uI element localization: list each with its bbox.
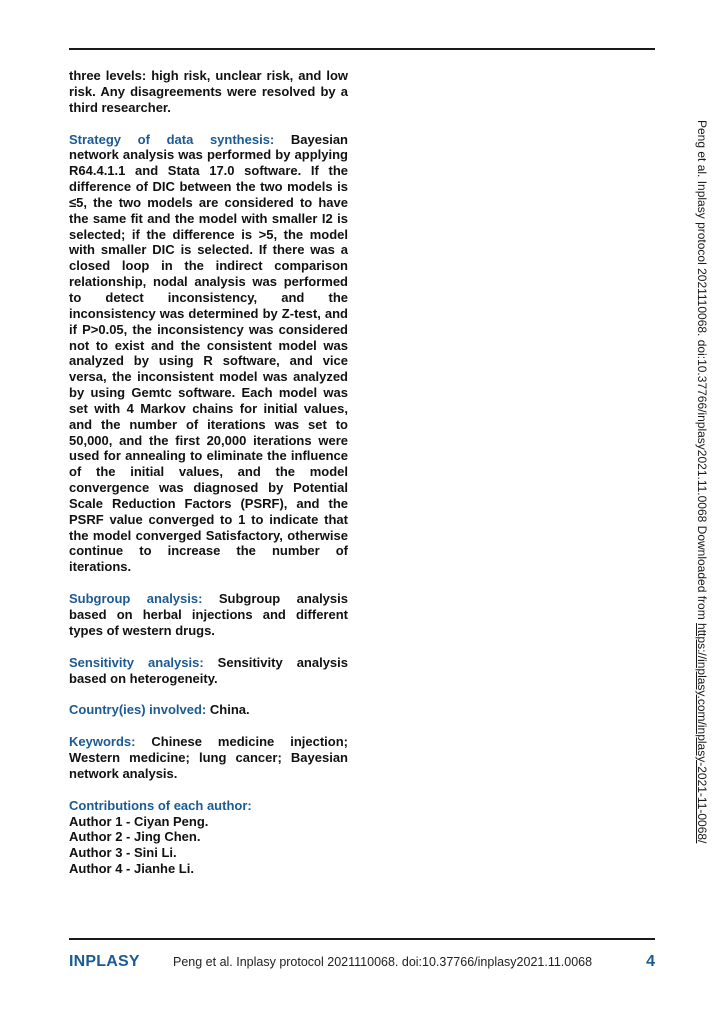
author-line: Author 3 - Sini Li.	[69, 845, 177, 861]
intro-paragraph: three levels: high risk, unclear risk, and low risk. Any disagreements were resolved by a third researcher.	[69, 68, 348, 115]
download-sidebar	[695, 120, 709, 880]
author-line: Author 2 - Jing Chen.	[69, 829, 201, 845]
contributions-paragraph	[69, 798, 348, 877]
contributions-heading: Contributions of each author:	[69, 797, 252, 813]
strategy-text: Bayesian network analysis was performed by applying R64.4.1.1 and Stata 17.0 software. If the difference of DIC between the two models is ≤5, the two models are considered to have the same fit and the model with smaller I2 is selected; if the difference is >5, the model with smaller DIC is selected. If there was a closed loop in the indirect comparison relationship, nodal analysis was performed to detect inconsistency, and the inconsistency was determined by Z-test, and if P>0.05, the inconsistency was considered not to exist and the consistent model was analyzed by using R software, and vice versa, the inconsistent model was analyzed by using Gemtc software. Each model was set with 4 Markov chains for initial values, and the number of iterations was set to 50,000, and the first 20,000 iterations were used for annealing to eliminate the influence of the initial values, and the model convergence was diagnosed by Potential Scale Reduction Factors (PSRF), and the PSRF value converged to 1 to indicate that the model converged Satisfactory, otherwise continue to increase the number of iterations.	[69, 131, 348, 575]
subgroup-paragraph	[69, 591, 348, 639]
subgroup-heading: Subgroup analysis:	[69, 591, 203, 607]
country-text: China.	[209, 702, 250, 718]
page-number: 4	[646, 953, 655, 970]
keywords-heading: Keywords:	[69, 734, 136, 750]
keywords-text: Chinese medicine injection; Western medicine; lung cancer; Bayesian network analysis.	[69, 734, 348, 781]
author-line: Author 1 - Ciyan Peng.	[69, 813, 209, 829]
strategy-heading: Strategy of data synthesis:	[69, 131, 275, 147]
sensitivity-text: Sensitivity analysis based on heterogeneity.	[69, 654, 349, 686]
header-rule	[69, 48, 655, 50]
sidebar-citation: Peng et al. Inplasy protocol 2021110068. doi:10.37766/inplasy2021.11.0068 Downloaded from	[695, 120, 709, 624]
footer-citation: Peng et al. Inplasy protocol 2021110068. doi:10.37766/inplasy2021.11.0068	[173, 955, 593, 969]
sensitivity-heading: Sensitivity analysis:	[69, 654, 204, 670]
subgroup-text: Subgroup analysis based on herbal injections and different types of western drugs.	[69, 591, 348, 638]
footer-brand-logo: INPLASY	[69, 953, 140, 970]
author-line: Author 4 - Jianhe Li.	[69, 861, 194, 877]
country-paragraph	[69, 702, 348, 718]
footer-rule	[69, 938, 655, 940]
sidebar-download-link[interactable]: https://inplasy.com/inplasy-2021-11-0068/	[695, 623, 709, 844]
main-column	[69, 68, 348, 893]
strategy-paragraph	[69, 132, 348, 576]
country-heading: Country(ies) involved:	[69, 702, 207, 718]
keywords-paragraph	[69, 734, 348, 782]
sensitivity-paragraph	[69, 655, 348, 687]
